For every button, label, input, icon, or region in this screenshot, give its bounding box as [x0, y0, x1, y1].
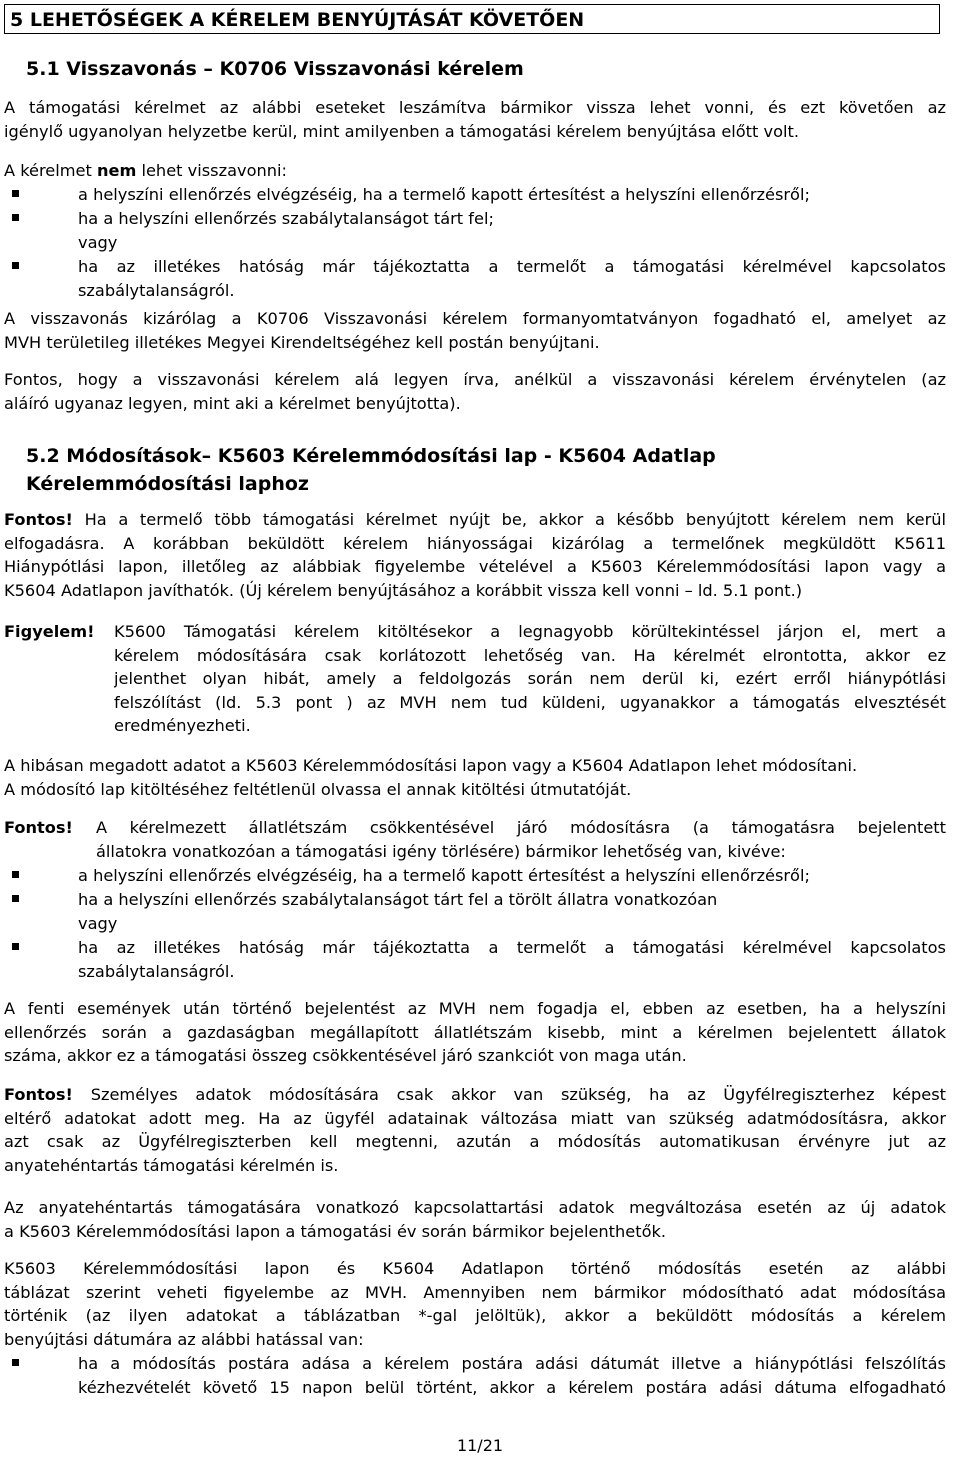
paragraph-after-events: A fenti események után történő bejelentést az MVH nem fogadja el, ebben az esetben, ha a helyszíni ellenőrzés során a gazdaságban megállapított állatlétszám kisebb, mint a kérelmen bejelentett állatok száma, akkor ez a támogatási összeg csökkentésével járó szankciót von maga után. — [4, 999, 946, 1066]
list-item: ha a módosítás postára adása a kérelem postára adási dátumát illetve a hiánypótlási felszólítás kézhezvételét követő 15 napon belül történt, akkor a kérelem postára adási dátuma elfogadható — [78, 1354, 946, 1397]
figyelem-label: Figyelem! — [4, 622, 95, 641]
paragraph-contact-data: Az anyatehéntartás támogatására vonatkozó kapcsolattartási adatok megváltozása esetén az új adatok a K5603 Kérelemmódosítási lapon a támogatási év során bármikor bejelenthetők. — [4, 1198, 946, 1241]
paragraph-reduction: A kérelmezett állatlétszám csökkentésével járó módosításra (a támogatásra bejelentett állatokra vonatkozóan a támogatási igény törlésére) bármikor lehetőség van, kivéve: — [96, 818, 946, 861]
bullet-marker — [12, 895, 19, 902]
paragraph-signature: Fontos, hogy a visszavonási kérelem alá legyen írva, anélkül a visszavonási kérelem érvénytelen (az aláíró ugyanaz legyen, mint aki a kérelmet benyújtotta). — [4, 370, 946, 413]
paragraph-intro — [4, 96, 946, 143]
paragraph-cannot-withdraw: A kérelmet nem lehet visszavonni: — [4, 161, 287, 180]
list-connector: vagy — [78, 914, 118, 933]
paragraph-multiple-requests: Fontos! Ha a termelő több támogatási kérelmet nyújt be, akkor a később benyújtott kérelem nem kerül elfogadásra. A korábban beküldött kérelem hiányosságai kizárólag a termelőnek megküldött K5611 Hiánypótlási lapon, illetőleg az alábbiak figyelembe vételével a K5603 Kérelemmódosítási lapon vagy a K5604 Adatlapon javíthatók. (Új kérelem benyújtásához a korábbit vissza kell vonni – ld. 5.1 pont.) — [4, 510, 946, 600]
list-item: ha a helyszíni ellenőrzés szabálytalanságot tárt fel a törölt állatra vonatkozóan — [78, 890, 718, 909]
fontos-label: Fontos! — [4, 818, 73, 837]
list-item: a helyszíni ellenőrzés elvégzéséig, ha a termelő kapott értesítést a helyszíni ellenőrzésről; — [78, 866, 810, 885]
page-number: 11/21 — [456, 1436, 504, 1455]
paragraph-modification-date: K5603 Kérelemmódosítási lapon és K5604 Adatlapon történő módosítás esetén az alábbi táblázat szerint veheti figyelembe az MVH. Amennyiben nem bármikor módosítható adat módosítása történik (az ilyen adatokat a táblázatban *-gal jelöltük), akkor a beküldött módosítás a kérelem benyújtási dátumára az alábbi hatással van: — [4, 1259, 946, 1349]
paragraph-personal-data: Fontos! Személyes adatok módosítására csak akkor van szükség, ha az Ügyfélregiszterhez képest eltérő adatokat adott meg. Ha az ügyfél adatainak változása miatt van szükség adatmódosításra, akkor azt csak az Ügyfélregiszterben kell megtenni, azután a módosítás automatikusan érvényre jut az anyatehéntartás támogatási kérelmén is. — [4, 1085, 946, 1175]
list-connector: vagy — [78, 233, 118, 252]
paragraph-form-only: A visszavonás kizárólag a K0706 Visszavonási kérelem formanyomtatványon fogadható el, amelyet az MVH területileg illetékes Megyei Kirendeltségéhez kell postán benyújtani. — [4, 309, 946, 352]
bullet-marker — [12, 190, 19, 197]
bullet-marker — [12, 214, 19, 221]
bullet-marker — [12, 871, 19, 878]
paragraph-warning: K5600 Támogatási kérelem kitöltésekor a legnagyobb körültekintéssel járjon el, mert a kérelem módosítására csak korlátozott lehetőség van. Ha kérelmét elrontotta, akkor ez jelenthet olyan hibát, amely a feldolgozás során nem derül ki, ezért erről hiánypótlási felszólítást (ld. 5.3 pont ) az MVH nem tud küldeni, ugyanakkor a támogatás elvesztését eredményezheti. — [114, 622, 946, 736]
paragraph-correction: A hibásan megadott adatot a K5603 Kérelemmódosítási lapon vagy a K5604 Adatlapon lehet módosítani. A módosító lap kitöltéséhez feltétlenül olvassa el annak kitöltési útmutatóját. — [4, 756, 858, 799]
bullet-marker — [12, 943, 19, 950]
subsection-heading-5-1: 5.1 Visszavonás – K0706 Visszavonási kérelem — [26, 58, 524, 80]
emphasis-nem: nem — [96, 161, 137, 180]
list-item: ha az illetékes hatóság már tájékoztatta a termelőt a támogatási kérelmével kapcsolatos szabálytalanságról. — [78, 257, 946, 300]
list-item: ha az illetékes hatóság már tájékoztatta a termelőt a támogatási kérelmével kapcsolatos szabálytalanságról. — [78, 938, 946, 981]
text-line: A támogatási kérelmet az alábbi eseteket leszámítva bármikor vissza lehet vonni, és ezt követően az — [4, 98, 946, 117]
text-line: igénylő ugyanolyan helyzetbe kerül, mint amilyenben a támogatási kérelem benyújtása előtt volt. — [4, 121, 799, 141]
list-item: ha a helyszíni ellenőrzés szabálytalanságot tárt fel; — [78, 209, 494, 228]
fontos-label: Fontos! — [4, 510, 73, 529]
subsection-heading-5-2: 5.2 Módosítások– K5603 Kérelemmódosítási lap - K5604 Adatlap Kérelemmódosítási laphoz — [26, 445, 716, 495]
bullet-marker — [12, 1359, 19, 1366]
section-heading: 5 LEHETŐSÉGEK A KÉRELEM BENYÚJTÁSÁT KÖVETŐEN — [4, 4, 940, 34]
bullet-marker — [12, 262, 19, 269]
list-item: a helyszíni ellenőrzés elvégzéséig, ha a termelő kapott értesítést a helyszíni ellenőrzésről; — [78, 185, 810, 204]
